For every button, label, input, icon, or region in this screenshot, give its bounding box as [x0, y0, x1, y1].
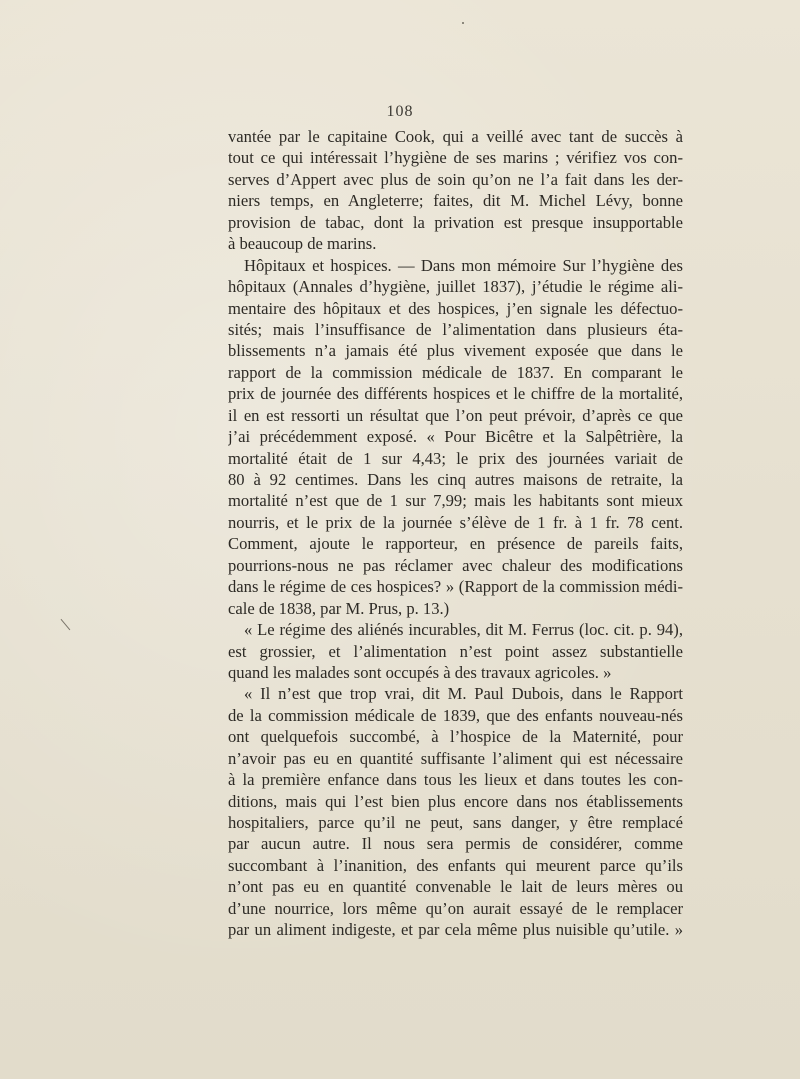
text-line: j’ai précédemment exposé. « Pour Bicêtre et la Salpêtrière, la [228, 427, 683, 447]
text-line: blissements n’a jamais été plus vivement exposée que dans le [228, 341, 683, 361]
text-line: Hôpitaux et hospices. — Dans mon mémoire Sur l’hygiène des [244, 255, 683, 275]
text-line: sités; mais l’insuffisance de l’alimentation dans plusieurs éta- [228, 319, 683, 339]
text-line: quand les malades sont occupés à des travaux agricoles. » [228, 662, 612, 682]
text-line: ont quelquefois succombé, à l’hospice de la Maternité, pour [228, 727, 683, 747]
text-line: hospitaliers, parce qu’il ne peut, sans danger, y être remplacé [228, 813, 683, 832]
text-line: d’une nourrice, lors même qu’on aurait essayé de le remplacer [228, 898, 683, 918]
text-line: provision de tabac, dont la privation est presque insupportable [228, 212, 683, 232]
margin-pencil-mark [61, 614, 77, 631]
text-line: serves d’Appert avec plus de soin qu’on ne l’a fait dans les der- [228, 169, 683, 189]
text-line: de la commission médicale de 1839, que des enfants nouveau-nés [228, 705, 683, 725]
text-line: est grossier, et l’alimentation n’est point assez substantielle [228, 641, 683, 661]
text-line: dans le régime de ces hospices? » (Rapport de la commission médi- [228, 577, 683, 597]
text-line: ditions, mais qui l’est bien plus encore dans nos établissements [228, 791, 683, 811]
text-line: par aucun autre. Il nous sera permis de considérer, comme [228, 834, 683, 854]
text-line: 80 à 92 centimes. Dans les cinq autres maisons de retraite, la [228, 470, 683, 489]
text-line: niers temps, en Angleterre; faites, dit M. Michel Lévy, bonne [228, 191, 683, 211]
text-line: nourris, et le prix de la journée s’élève de 1 fr. à 1 fr. 78 cent. [228, 512, 683, 532]
ink-speck [462, 22, 464, 24]
text-line: n’avoir pas eu en quantité suffisante l’aliment qui est nécessaire [228, 748, 683, 768]
text-line: à la première enfance dans tous les lieux et dans toutes les con- [228, 770, 683, 790]
text-line: n’ont pas eu en quantité convenable le lait de leurs mères ou [228, 877, 683, 897]
text-line: mortalité n’est que de 1 sur 7,99; mais les habitants sont mieux [228, 491, 683, 511]
text-line: Comment, ajoute le rapporteur, en présence de pareils faits, [228, 534, 683, 554]
text-line: tout ce qui intéressait l’hygiène de ses marins ; vérifiez vos con- [228, 148, 683, 168]
text-line: « Il n’est que trop vrai, dit M. Paul Dubois, dans le Rapport [244, 684, 683, 704]
text-line: succombant à l’inanition, des enfants qui meurent parce qu’ils [228, 855, 683, 875]
body-text [228, 126, 683, 941]
text-line: mentaire des hôpitaux et des hospices, j’en signale les défectuo- [228, 298, 683, 318]
text-line: rapport de la commission médicale de 1837. En comparant le [228, 362, 683, 382]
text-line: mortalité était de 1 sur 4,43; le prix des journées variait de [228, 448, 683, 468]
text-line: hôpitaux (Annales d’hygiène, juillet 1837), j’étudie le régime ali- [228, 277, 683, 297]
text-line: prix de journée des différents hospices et le chiffre de la mortalité, [228, 384, 683, 404]
text-line: à beaucoup de marins. [228, 234, 377, 254]
text-line: cale de 1838, par M. Prus, p. 13.) [228, 598, 450, 618]
text-line: « Le régime des aliénés incurables, dit M. Ferrus (loc. cit. p. 94), [244, 620, 683, 640]
text-line: il en est ressorti un résultat que l’on peut prévoir, d’après ce que [228, 405, 683, 425]
page-number: 108 [386, 103, 414, 120]
text-line: par un aliment indigeste, et par cela même plus nuisible qu’utile. » [228, 920, 683, 940]
text-line: pourrions-nous ne pas réclamer avec chaleur des modifications [228, 555, 683, 575]
text-line: vantée par le capitaine Cook, qui a veillé avec tant de succès à [228, 127, 683, 146]
